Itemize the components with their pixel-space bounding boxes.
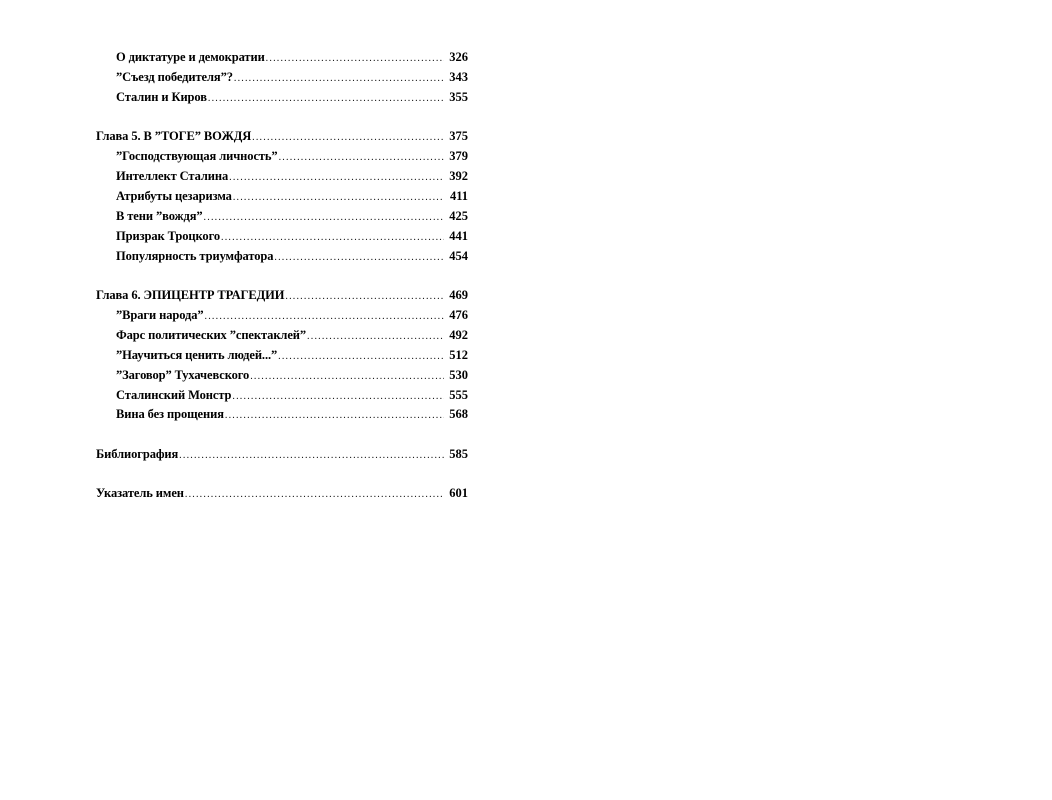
dot-leader <box>221 228 444 248</box>
toc-entry-title: Атрибуты цезаризма <box>116 188 232 203</box>
toc-entry-page: 411 <box>449 188 468 203</box>
dot-leader <box>278 347 444 367</box>
toc-entry-page: 555 <box>449 387 468 402</box>
toc-entry[interactable] <box>96 346 468 366</box>
toc-entry[interactable] <box>96 167 468 187</box>
toc-entry-page: 441 <box>449 228 468 243</box>
dot-leader <box>266 49 444 69</box>
toc-chapter-title: Глава 6. ЭПИЦЕНТР ТРАГЕДИИ <box>96 288 285 303</box>
toc-entry-title: Популярность триумфатора <box>116 248 274 263</box>
toc-section[interactable] <box>96 484 468 504</box>
toc-entry-title: Интеллект Сталина <box>116 169 229 184</box>
toc-entry[interactable] <box>96 306 468 326</box>
toc-entry[interactable] <box>96 386 468 406</box>
dot-leader <box>279 148 444 168</box>
toc-entry[interactable] <box>96 366 468 386</box>
toc-entry-page: 585 <box>449 446 468 461</box>
toc-entry-page: 601 <box>449 486 468 501</box>
toc-entry-page: 425 <box>449 208 468 223</box>
toc-entry-title: Фарс политических ”спектаклей” <box>116 327 307 342</box>
toc-entry-page: 530 <box>449 367 468 382</box>
toc-entry-page: 454 <box>449 248 468 263</box>
toc-entry-page: 512 <box>449 347 468 362</box>
toc-entry[interactable] <box>96 326 468 346</box>
toc-entry-page: 343 <box>449 69 468 84</box>
dot-leader <box>185 485 444 505</box>
toc-entry[interactable] <box>96 147 468 167</box>
toc-entry-title: ”Заговор” Тухачевского <box>116 367 250 382</box>
dot-leader <box>250 367 444 387</box>
toc-entry-page: 492 <box>449 327 468 342</box>
dot-leader <box>232 387 444 407</box>
dot-leader <box>229 168 444 188</box>
toc-entry-page: 326 <box>449 50 468 64</box>
toc-entry-title: Сталинский Монстр <box>116 387 232 402</box>
dot-leader <box>233 188 444 208</box>
toc-entry-title: ”Враги народа” <box>116 307 204 322</box>
toc-entry-title: ”Съезд победителя”? <box>116 69 233 84</box>
dot-leader <box>285 287 444 307</box>
toc-entry-page: 355 <box>449 89 468 104</box>
toc-entry-page: 392 <box>449 169 468 184</box>
dot-leader <box>179 446 444 466</box>
toc-entry[interactable] <box>96 68 468 88</box>
toc-entry[interactable] <box>96 405 468 425</box>
toc-entry[interactable] <box>96 88 468 108</box>
toc-section[interactable] <box>96 445 468 465</box>
toc-entry-title: ”Господствующая личность” <box>116 149 278 164</box>
toc-entry[interactable] <box>96 48 468 68</box>
toc-chapter-title: Глава 5. В ”ТОГЕ” ВОЖДЯ <box>96 129 252 144</box>
toc-entry-title: В тени ”вождя” <box>116 208 203 223</box>
toc-entry-page: 476 <box>449 307 468 322</box>
toc-entry[interactable] <box>96 187 468 207</box>
dot-leader <box>252 128 444 148</box>
dot-leader <box>204 208 444 228</box>
toc-entry-page: 379 <box>449 149 468 164</box>
toc-entry-title: О диктатуре и демократии <box>116 50 265 64</box>
toc-section-title: Библиография <box>96 446 179 461</box>
toc-entry-title: Вина без прощения <box>116 407 224 422</box>
toc-section-title: Указатель имен <box>96 486 184 501</box>
dot-leader <box>225 406 444 426</box>
toc-entry-title: ”Научиться ценить людей...” <box>116 347 278 362</box>
dot-leader <box>274 248 444 268</box>
dot-leader <box>208 89 444 109</box>
toc-entry[interactable] <box>96 247 468 267</box>
toc-chapter[interactable] <box>96 127 468 147</box>
toc-entry-title: Сталин и Киров <box>116 89 207 104</box>
dot-leader <box>205 307 444 327</box>
toc-entry-title: Призрак Троцкого <box>116 228 220 243</box>
dot-leader <box>234 69 444 89</box>
dot-leader <box>307 327 444 347</box>
toc-entry[interactable] <box>96 227 468 247</box>
toc-entry-page: 375 <box>449 129 468 144</box>
toc-entry-page: 568 <box>449 407 468 422</box>
toc-chapter[interactable] <box>96 286 468 306</box>
toc-entry-page: 469 <box>449 288 468 303</box>
table-of-contents <box>96 48 468 504</box>
toc-entry[interactable] <box>96 207 468 227</box>
